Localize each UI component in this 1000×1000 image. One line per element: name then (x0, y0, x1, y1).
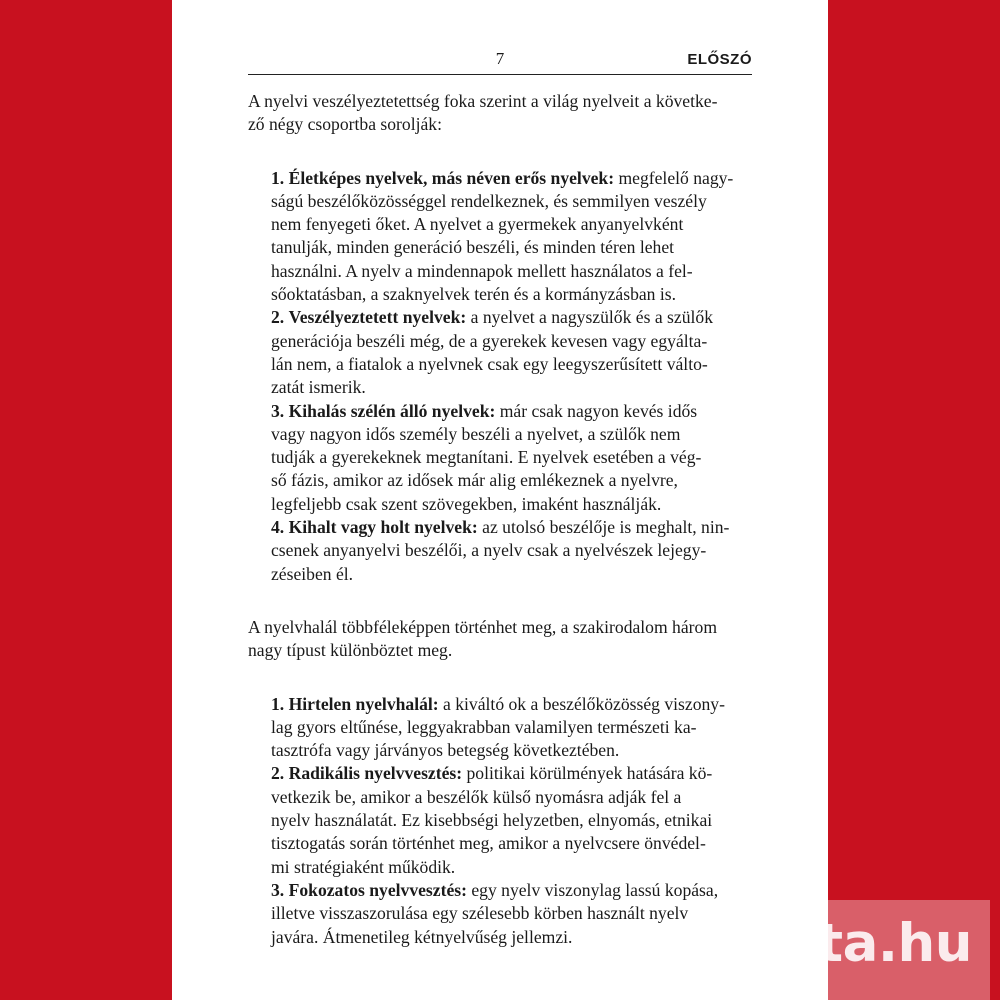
text-line: vetkezik be, amikor a beszélők külső nyomásra adják fel a (271, 786, 682, 807)
text-line: sőoktatásban, a szaknyelvek terén és a kormányzásban is. (271, 284, 676, 305)
list-item-number: 2. (271, 307, 285, 328)
running-head: ELŐSZÓ (687, 51, 752, 68)
text-line: tanulják, minden generáció beszéli, és minden téren lehet (271, 237, 675, 258)
text-line: ző négy csoportba sorolják: (248, 114, 442, 135)
text-line: legfeljebb csak szent szövegekben, imaként használják. (271, 493, 662, 514)
text-line: tisztogatás során történhet meg, amikor a nyelvcsere önvédel- (271, 833, 706, 854)
list-item-text: megfelelő nagy- (614, 167, 734, 188)
text-line: tudják a gyerekeknek megtanítani. E nyelvek esetében a vég- (271, 447, 702, 468)
list-item-term: Hirtelen nyelvhalál: (288, 693, 439, 714)
list-item-term: Fokozatos nyelvvesztés: (288, 879, 467, 900)
text-line (271, 306, 752, 329)
text-line: A nyelvi veszélyeztetettség foka szerint a világ nyelveit a követke- (248, 91, 718, 111)
list-item (271, 306, 752, 399)
list-item-text: egy nyelv viszonylag lassú kopása, (466, 879, 719, 900)
list-item-term: Kihalt vagy holt nyelvek: (288, 517, 478, 538)
list-item-number: 3. (271, 400, 285, 421)
intro-paragraph (248, 90, 752, 137)
text-line: tasztrófa vagy járványos betegség következtében. (271, 740, 620, 761)
text-line (271, 516, 752, 539)
text-line: ságú beszélőközösséggel rendelkeznek, és semmilyen veszély (271, 190, 707, 211)
list-item (271, 693, 752, 763)
text-line: A nyelvhalál többféleképpen történhet meg, a szakirodalom három (248, 616, 718, 637)
watermark-text: tinta.hu (738, 913, 972, 974)
list-item-number: 4. (271, 517, 285, 538)
list-item (271, 762, 752, 878)
list-item-number: 1. (271, 167, 285, 188)
list-item (271, 879, 752, 949)
list-item-text: már csak nagyon kevés idős (495, 400, 698, 421)
text-line: nagy típust különböztet meg. (248, 640, 453, 661)
page-header (248, 48, 752, 75)
list-item (271, 516, 752, 586)
text-line: vagy nagyon idős személy beszéli a nyelvet, a szülők nem (271, 423, 681, 444)
list-item-text: politikai körülmények hatására kö- (462, 763, 713, 784)
text-line: nyelv használatát. Ez kisebbségi helyzetben, elnyomás, etnikai (271, 810, 713, 831)
text-line: nem fenyegeti őket. A nyelvet a gyermekek anyanyelvként (271, 214, 684, 235)
text-line (271, 762, 752, 785)
language-death-types-list (248, 693, 752, 949)
text-line: lán nem, a fiatalok a nyelvnek csak egy leegyszerűsített válto- (271, 353, 708, 374)
text-line: illetve visszaszorulása egy szélesebb körben használt nyelv (271, 903, 689, 924)
list-item-term: Veszélyeztetett nyelvek: (288, 307, 467, 328)
text-line (271, 879, 752, 902)
list-item-term: Kihalás szélén álló nyelvek: (288, 400, 496, 421)
list-item-text: a kiváltó ok a beszélőközösség viszony- (438, 693, 725, 714)
text-line: csenek anyanyelvi beszélői, a nyelv csak a nyelvészek lejegy- (271, 540, 707, 561)
text-line: javára. Átmenetileg kétnyelvűség jellemzi. (271, 926, 573, 947)
text-line (271, 167, 752, 190)
list-item (271, 400, 752, 516)
text-line: lag gyors eltűnése, leggyakrabban valamilyen természeti ka- (271, 716, 697, 737)
list-item (271, 167, 752, 307)
list-item-number: 3. (271, 879, 285, 900)
text-line: használni. A nyelv a mindennapok mellett használatos a fel- (271, 260, 693, 281)
list-item-number: 1. (271, 693, 285, 714)
book-page (172, 0, 828, 1000)
page-number: 7 (495, 49, 505, 68)
list-item-term: Radikális nyelvvesztés: (288, 763, 463, 784)
list-item-text: az utolsó beszélője is meghalt, nin- (477, 517, 730, 538)
list-item-number: 2. (271, 763, 285, 784)
text-line: zéseiben él. (271, 563, 354, 584)
text-line: mi stratégiaként működik. (271, 856, 456, 877)
text-line (271, 400, 752, 423)
list-item-text: a nyelvet a nagyszülők és a szülők (466, 307, 713, 328)
page-body (248, 90, 752, 949)
endangerment-levels-list (248, 167, 752, 586)
text-line: ső fázis, amikor az idősek már alig emlékeznek a nyelvre, (271, 470, 678, 491)
list-item-term: Életképes nyelvek, más néven erős nyelvek: (288, 167, 615, 188)
text-line (271, 693, 752, 716)
middle-paragraph (248, 616, 752, 663)
text-line: generációja beszéli még, de a gyerekek kevesen vagy egyálta- (271, 330, 708, 351)
text-line: zatát ismerik. (271, 377, 366, 398)
